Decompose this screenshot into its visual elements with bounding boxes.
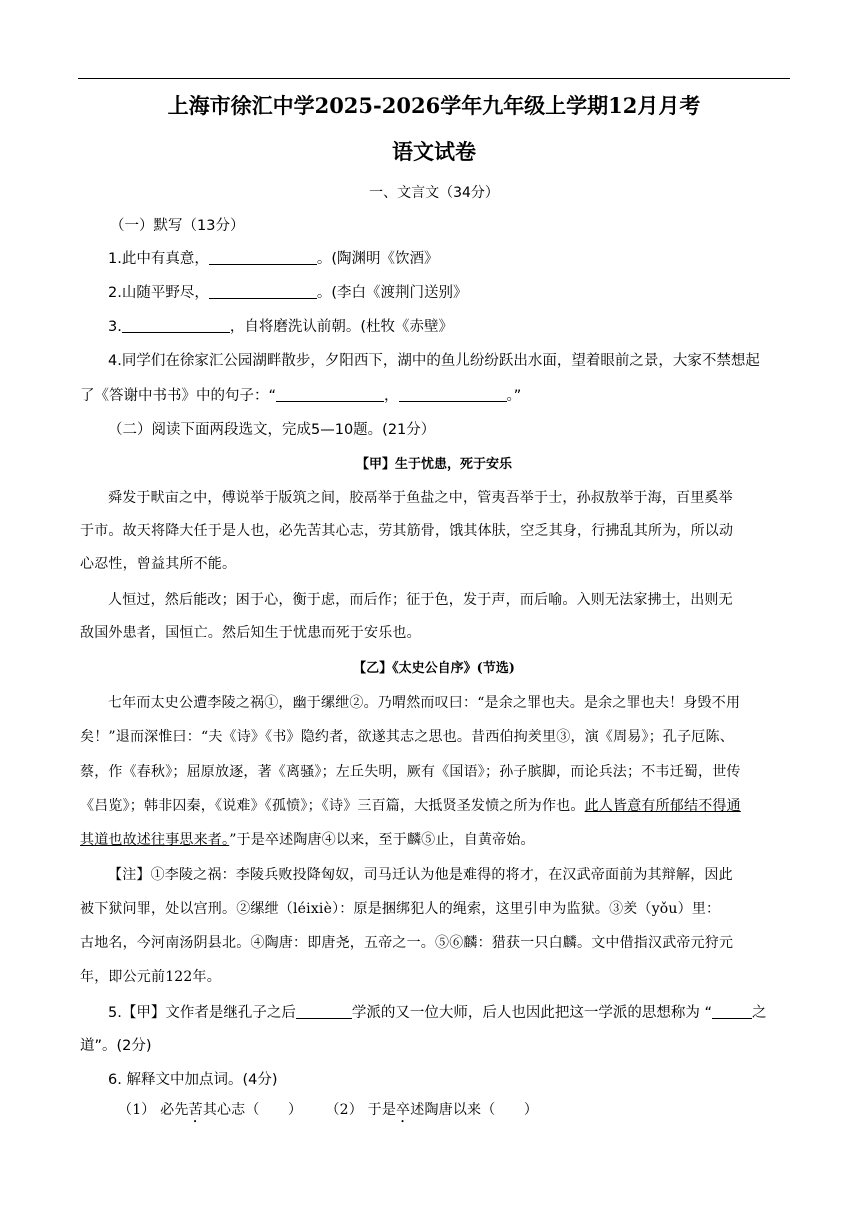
answer-blank[interactable] xyxy=(296,1004,352,1019)
dotted-word: 卒 xyxy=(396,1102,411,1118)
answer-blank[interactable] xyxy=(712,1004,752,1019)
question-5-line1: 5.【甲】文作者是继孔子之后 学派的又一位大师，后人也因此把这一学派的思想称为 “ 之 xyxy=(108,1005,767,1021)
part1-heading: （一）默写（13分） xyxy=(110,218,245,234)
question-4-line1: 4.同学们在徐家汇公园湖畔散步，夕阳西下，湖中的鱼儿纷纷跃出水面，望着眼前之景，大家不禁想起 xyxy=(108,353,760,369)
answer-blank[interactable] xyxy=(276,387,384,402)
underlined-sentence: 其道也故述往事思来者。 xyxy=(80,832,230,848)
underlined-sentence: 此人皆意有所郁结不得通 xyxy=(584,798,741,814)
exam-subtitle: 语文试卷 xyxy=(392,139,476,164)
header-rule xyxy=(78,78,790,79)
notes-line: 古地名，今河南汤阴县北。④陶唐：即唐尧，五帝之一。⑤⑥麟：猎获一只白麟。文中借指汉武帝元狩元 xyxy=(80,935,734,951)
passage-jia-line: 舜发于畎亩之中，傅说举于版筑之间，胶鬲举于鱼盐之中，管夷吾举于士，孙叔敖举于海，百里奚举 xyxy=(108,490,733,506)
notes-line: 被下狱问罪，处以宫刑。②缧绁（léixiè）：原是捆绑犯人的绳索，这里引申为监狱。③羑（yǒu）里： xyxy=(80,901,721,917)
section-heading: 一、文言文（34分） xyxy=(369,185,499,201)
passage-yi-title: 【乙】《太史公自序》(节选) xyxy=(353,661,515,676)
passage-jia-title: 【甲】生于忧患，死于安乐 xyxy=(355,457,512,472)
question-6-items: （1） 必先苦其心志（ ） （2） 于是卒述陶唐以来（ ） xyxy=(118,1102,539,1118)
question-6-heading: 6. 解释文中加点词。(4分) xyxy=(108,1072,278,1088)
question-2: 2.山随平野尽， 。(李白《渡荆门送别》 xyxy=(108,285,468,301)
answer-blank[interactable] xyxy=(209,284,317,299)
answer-blank[interactable] xyxy=(209,250,317,265)
answer-blank[interactable] xyxy=(122,318,230,333)
part2-heading: （二）阅读下面两段选文，完成5—10题。(21分） xyxy=(108,422,436,438)
notes-line: 年，即公元前122年。 xyxy=(80,969,221,985)
passage-yi-line: 《吕览》；韩非囚秦，《说难》《孤愤》；《诗》三百篇，大抵贤圣发愤之所为作也。此人皆意有所郁结不得通 xyxy=(80,798,741,814)
question-4-line2: 了《答谢中书书》中的句子：“ ， 。” xyxy=(80,388,522,404)
passage-jia-line: 于市。故天将降大任于是人也，必先苦其心志，劳其筋骨，饿其体肤，空乏其身，行拂乱其所为，所以动 xyxy=(80,523,734,539)
notes-line: 【注】①李陵之祸：李陵兵败投降匈奴，司马迁认为他是难得的将才，在汉武帝面前为其辩解，因此 xyxy=(108,867,733,883)
passage-yi-line: 矣！”退而深惟曰：“夫《诗》《书》隐约者，欲遂其志之思也。昔西伯拘羑里③，演《周易》；孔子厄陈、 xyxy=(80,729,734,745)
question-5-line2: 道”。(2分) xyxy=(80,1038,152,1054)
exam-title: 上海市徐汇中学2025-2026学年九年级上学期12月月考 xyxy=(167,93,701,118)
passage-yi-line: 蔡，作《春秋》；屈原放逐，著《离骚》；左丘失明，厥有《国语》；孙子膑脚，而论兵法；不韦迁蜀，世传 xyxy=(80,764,741,780)
question-3: 3. ，自将磨洗认前朝。(杜牧《赤壁》 xyxy=(108,319,453,335)
passage-yi-line: 其道也故述往事思来者。”于是卒述陶唐④以来，至于麟⑤止，自黄帝始。 xyxy=(80,832,535,848)
question-1: 1.此中有真意， 。(陶渊明《饮酒》 xyxy=(108,251,439,267)
passage-jia-line: 敌国外患者，国恒亡。然后知生于忧患而死于安乐也。 xyxy=(80,625,421,641)
passage-jia-line: 人恒过，然后能改；困于心，衡于虑，而后作；征于色，发于声，而后喻。入则无法家拂士，出则无 xyxy=(108,592,733,608)
passage-yi-line: 七年而太史公遭李陵之祸①，幽于缧绁②。乃喟然而叹曰：“是余之罪也夫。是余之罪也夫！身毁不用 xyxy=(108,695,741,711)
dotted-word: 苦 xyxy=(188,1102,203,1118)
passage-jia-line: 心忍性，曾益其所不能。 xyxy=(80,556,237,572)
answer-blank[interactable] xyxy=(399,387,507,402)
